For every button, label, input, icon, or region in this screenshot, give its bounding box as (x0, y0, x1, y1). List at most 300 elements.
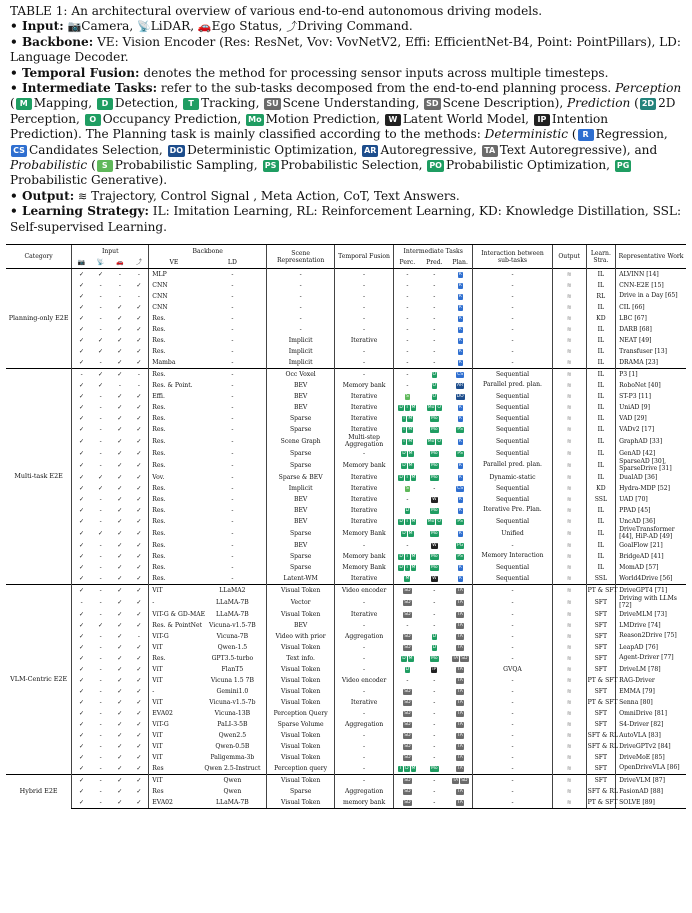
temporal-cell: Memory Bank (335, 562, 394, 573)
inter-text: refer to the sub-tasks decomposed from the end-to-end planning process. (157, 81, 612, 96)
trajectory-icon: ≋ (552, 424, 586, 435)
scene-cell: Vector (267, 596, 335, 609)
learn-cell: IL (586, 562, 615, 573)
interaction-cell: - (473, 631, 552, 642)
backbone-text: VE: Vision Encoder (Res: ResNet, Vov: VovNetV2, Effi: EfficientNet-B4, Point: PointPillars), LD: Language Decoder. (10, 34, 681, 65)
task-cell (421, 448, 448, 459)
task-tag: TA (457, 611, 463, 617)
task-cell (448, 797, 473, 809)
temporal-cell: - (335, 653, 394, 664)
temporal-cell: Iterative (335, 573, 394, 585)
caption-backbone (10, 35, 682, 66)
task-cell (394, 609, 421, 620)
temporal-cell: - (335, 269, 394, 281)
task-cell (421, 516, 448, 527)
cmd-cell: ✓ (136, 282, 142, 289)
cmd-cell: ✓ (136, 644, 142, 651)
task-tag: PS (457, 553, 463, 559)
ego-cell: ✓ (117, 404, 123, 411)
task-tag: PG (457, 542, 464, 548)
task-tag: M (411, 404, 416, 410)
task-cell (394, 483, 421, 494)
task-tag: SD (461, 777, 468, 783)
camera-cell: ✓ (72, 302, 91, 313)
ve-cell: EVA02 (149, 797, 199, 809)
col-ve: VE (149, 257, 199, 269)
ego-cell: ✓ (117, 732, 123, 739)
lidar-cell: - (99, 359, 102, 366)
task-tag: CS (457, 371, 464, 377)
pred-cell: - (433, 721, 436, 728)
interaction-cell: - (473, 730, 552, 741)
col-category: Category (6, 245, 72, 269)
scene-cell: Visual Token (267, 642, 335, 653)
camera-cell: ✓ (72, 664, 91, 675)
learn-cell: IL (586, 424, 615, 435)
interaction-cell: Sequential (473, 413, 552, 424)
table-row (6, 686, 686, 697)
camera-icon: 📷 (72, 257, 91, 269)
learn-cell: KD (586, 483, 615, 494)
task-tag: TA (457, 799, 463, 805)
task-tag: R (458, 337, 462, 343)
temporal-cell: - (335, 313, 394, 324)
group-category: Multi-task E2E (6, 369, 72, 585)
camera-cell: ✓ (72, 686, 91, 697)
pred-cell: - (433, 754, 436, 761)
lidar-cell: - (99, 282, 102, 289)
task-cell (394, 527, 421, 540)
work-cell: DriveMoE [85] (616, 752, 686, 763)
work-cell: Hydra-MDP [52] (616, 483, 686, 494)
ve-cell: ViT (149, 730, 199, 741)
table-row (6, 596, 686, 609)
ego-cell: - (118, 382, 121, 389)
ego-cell: ✓ (117, 359, 123, 366)
task-cell (394, 413, 421, 424)
perc-cell: - (394, 313, 421, 324)
task-cell (448, 391, 473, 402)
camera-cell: ✓ (72, 609, 91, 620)
detopt-label: Deterministic Optimization, (187, 142, 358, 157)
trajectory-icon: ≋ (552, 346, 586, 357)
task-tag: T (405, 404, 409, 410)
tag-motion: Mo (248, 114, 262, 124)
temporal-cell: Iterative (335, 483, 394, 494)
task-tag: TA (457, 743, 463, 749)
task-tag: D (399, 518, 403, 524)
work-cell: DriveVLM [87] (616, 775, 686, 787)
ve-cell: ViT (149, 664, 199, 675)
scene-cell: Visual Token (267, 752, 335, 763)
trajectory-icon: ≋ (552, 472, 586, 483)
task-tag: R (458, 315, 462, 321)
pred-cell: - (433, 282, 436, 289)
wm-label: Latent World Model, (402, 111, 530, 126)
tag-world-model: W (385, 114, 401, 126)
ld-cell: - (231, 348, 234, 355)
task-cell (394, 402, 421, 413)
task-tag: TA (457, 710, 463, 716)
ve-cell: Vov. (149, 472, 199, 483)
ve-cell: Res. (149, 313, 199, 324)
learn-cell: SFT & RL (587, 732, 619, 739)
cmd-cell: - (137, 382, 140, 389)
task-tag: R (458, 496, 462, 502)
temporal-cell: Iterative (335, 424, 394, 435)
learn-cell: IL (586, 346, 615, 357)
camera-cell: ✓ (72, 324, 91, 335)
temporal-cell: - (335, 369, 394, 381)
work-cell: SparseAD [30], SparseDrive [31] (616, 459, 686, 472)
ld-cell: - (231, 326, 234, 333)
ego-cell: ✓ (117, 710, 123, 717)
task-tag: R (458, 415, 462, 421)
interaction-cell: Sequential (473, 516, 552, 527)
learn-cell: SFT (586, 686, 615, 697)
camera-cell: ✓ (72, 653, 91, 664)
work-cell: Transfuser [13] (616, 346, 686, 357)
col-rep: Representative Work (616, 245, 686, 269)
cmd-cell: ✓ (129, 775, 148, 787)
camera-cell: ✓ (72, 483, 91, 494)
temporal-cell: Iterative (335, 697, 394, 708)
perc-cell: - (394, 380, 421, 391)
ego-cell: ✓ (117, 677, 123, 684)
scene-cell: Text info. (267, 653, 335, 664)
task-tag: SD (404, 644, 411, 650)
temporal-text: denotes the method for processing sensor inputs across multiple timesteps. (139, 65, 609, 80)
ld-cell: - (231, 496, 234, 503)
task-cell (448, 424, 473, 435)
ld-cell: Qwen2.5 (218, 732, 247, 739)
task-cell (448, 516, 473, 527)
task-tag: SD (404, 732, 411, 738)
task-tag: Mo (427, 438, 435, 444)
work-cell: CIL [66] (616, 302, 686, 313)
ve-cell: ViT (149, 752, 199, 763)
tag-det-opt: DO (169, 145, 184, 155)
ego-cell: ✓ (117, 348, 123, 355)
ego-cell: ✓ (110, 585, 129, 597)
trajectory-icon: ≋ (552, 763, 586, 775)
camera-cell: - (72, 369, 91, 381)
ego-cell: ✓ (117, 564, 123, 571)
lidar-cell: - (99, 496, 102, 503)
table-row (6, 551, 686, 562)
learn-cell: SFT & RL (587, 743, 619, 750)
scene-cell: - (267, 291, 335, 302)
psamp-label: Probabilistic Sampling, (114, 158, 258, 173)
task-tag: M (411, 518, 416, 524)
input-cmd-label: Driving Command. (297, 19, 413, 34)
ve-cell: Res. & PointNet (149, 620, 199, 631)
trajectory-icon: ≋ (552, 620, 586, 631)
temporal-cell: Iterative (335, 335, 394, 346)
cmd-cell: ✓ (136, 496, 142, 503)
ld-cell: - (231, 530, 234, 537)
task-cell (421, 402, 448, 413)
work-cell: LMDrive [74] (616, 620, 686, 631)
camera-cell: ✓ (72, 642, 91, 653)
ld-cell: - (199, 369, 267, 381)
camera-cell: ✓ (72, 775, 91, 787)
lidar-cell: - (99, 462, 102, 469)
task-tag: S (405, 393, 409, 399)
task-tag: R (458, 564, 462, 570)
task-tag: R (458, 304, 462, 310)
ego-cell: ✓ (110, 797, 129, 809)
ve-cell: Res. (149, 346, 199, 357)
task-tag: TA (457, 666, 463, 672)
ego-cell: ✓ (117, 518, 123, 525)
task-cell (421, 763, 448, 775)
interaction-cell: Sequential (473, 494, 552, 505)
ego-cell: ✓ (117, 575, 123, 582)
temporal-cell: - (335, 763, 394, 775)
task-cell (448, 291, 473, 302)
interaction-cell: - (473, 313, 552, 324)
ve-cell: Res. (149, 573, 199, 585)
work-cell: DriveMLM [73] (616, 609, 686, 620)
task-tag: M (408, 462, 413, 468)
learn-cell: IL (586, 324, 615, 335)
learn-cell: IL (586, 302, 615, 313)
table-row (6, 483, 686, 494)
task-cell (394, 775, 421, 787)
task-tag: D (399, 553, 403, 559)
interaction-cell: - (473, 585, 552, 597)
learn-cell: SFT (586, 775, 615, 787)
camera-cell: ✓ (72, 620, 91, 631)
lidar-cell: - (99, 754, 102, 761)
work-cell: DriveGPTv2 [84] (616, 741, 686, 752)
task-tag: R (458, 293, 462, 299)
scene-cell: Visual Token (267, 730, 335, 741)
ld-cell: Gemini1.0 (216, 688, 249, 695)
task-tag: T (405, 474, 409, 480)
task-tag: IP (432, 666, 437, 672)
task-cell (394, 741, 421, 752)
popt-label: Probabilistic Optimization, (445, 158, 610, 173)
work-cell: Driving with LLMs [72] (616, 596, 686, 609)
task-tag: D (399, 564, 403, 570)
task-tag: R (458, 348, 462, 354)
trajectory-icon: ≋ (552, 448, 586, 459)
temporal-cell: - (335, 291, 394, 302)
task-tag: TA (457, 699, 463, 705)
interaction-cell: - (473, 775, 552, 787)
work-cell: SOLVE [89] (616, 797, 686, 809)
scene-cell: Sparse (267, 459, 335, 472)
camera-cell: ✓ (72, 585, 91, 597)
prediction-label: Prediction (567, 96, 631, 111)
task-tag: Mo (427, 518, 435, 524)
camera-cell: ✓ (72, 551, 91, 562)
table-row (6, 380, 686, 391)
lidar-cell: - (99, 415, 102, 422)
learn-cell: SFT (586, 609, 615, 620)
scene-cell: BEV (267, 505, 335, 516)
work-cell: GraphAD [33] (616, 435, 686, 448)
temporal-cell: - (335, 730, 394, 741)
pred-cell: - (433, 315, 436, 322)
work-cell: UniAD [9] (616, 402, 686, 413)
table-row (6, 763, 686, 775)
temporal-cell: - (335, 686, 394, 697)
task-cell (448, 763, 473, 775)
temporal-cell: Iterative (335, 505, 394, 516)
task-tag: T (402, 438, 406, 444)
ve-cell: Res. (149, 435, 199, 448)
output-text: Trajectory, Control Signal , Meta Action, CoT, Text Answers. (91, 188, 460, 203)
task-tag: R (458, 359, 462, 365)
cmd-cell: ✓ (136, 426, 142, 433)
task-tag: M (411, 564, 416, 570)
interaction-cell: - (473, 620, 552, 631)
learn-cell: SFT (586, 631, 615, 642)
interaction-cell: - (473, 686, 552, 697)
learn-cell: IL (586, 505, 615, 516)
ve-cell: Res. (149, 551, 199, 562)
pred-cell: - (433, 293, 436, 300)
scene-cell: Sparse (267, 786, 335, 797)
work-cell: Agent-Driver [77] (616, 653, 686, 664)
cmd-cell: ✓ (136, 542, 142, 549)
lidar-cell: - (99, 655, 102, 662)
task-cell (421, 551, 448, 562)
learn-cell: SFT (586, 752, 615, 763)
task-cell (448, 435, 473, 448)
ld-cell: - (231, 315, 234, 322)
work-cell: ALVINN [14] (616, 269, 686, 281)
interaction-cell: - (473, 653, 552, 664)
ld-cell: - (231, 404, 234, 411)
task-cell (421, 540, 448, 551)
ego-cell: ✓ (117, 315, 123, 322)
ego-cell: ✓ (117, 485, 123, 492)
scene-cell: Visual Token (267, 664, 335, 675)
cmd-cell: - (129, 269, 148, 281)
ego-cell: ✓ (117, 666, 123, 673)
lidar-cell: ✓ (91, 269, 110, 281)
learn-cell: IL (586, 516, 615, 527)
col-output: Output (552, 245, 586, 269)
table-row (6, 269, 686, 281)
task-cell (421, 642, 448, 653)
scene-cell: Perception query (267, 763, 335, 775)
task-tag: M (405, 575, 410, 581)
ve-cell: Res. (149, 516, 199, 527)
camera-cell: ✓ (72, 335, 91, 346)
camera-cell: ✓ (72, 786, 91, 797)
task-cell (448, 302, 473, 313)
task-tag: TA (452, 655, 459, 661)
task-cell (394, 585, 421, 597)
task-tag: M (408, 415, 413, 421)
tag-tracking: T (183, 98, 199, 110)
temporal-cell: Iterative (335, 413, 394, 424)
temporal-cell: Iterative (335, 391, 394, 402)
ve-cell: Res. (149, 459, 199, 472)
ego-cell: ✓ (117, 611, 123, 618)
task-cell (448, 775, 473, 787)
ld-cell: LLaMA-7B (216, 599, 249, 606)
camera-icon: 📷 (67, 20, 82, 34)
task-cell (394, 391, 421, 402)
lidar-cell: - (99, 599, 102, 606)
task-tag: R (458, 404, 462, 410)
task-tag: SD (404, 710, 411, 716)
temporal-cell: - (335, 752, 394, 763)
lidar-cell: ✓ (98, 382, 104, 389)
learn-cell: SFT (586, 719, 615, 730)
lidar-cell: - (99, 688, 102, 695)
task-tag: R (458, 326, 462, 332)
task-cell (394, 631, 421, 642)
ld-cell: - (231, 507, 234, 514)
scene-cell: Implicit (267, 346, 335, 357)
task-tag: T (402, 426, 406, 432)
learning-label: • Learning Strategy: (10, 204, 149, 219)
table-row (6, 786, 686, 797)
interaction-cell: - (473, 609, 552, 620)
trajectory-icon: ≋ (552, 280, 586, 291)
table-row (6, 797, 686, 809)
table-row (6, 505, 686, 516)
task-cell (394, 459, 421, 472)
input-label: • Input: (10, 19, 64, 34)
cmd-cell: ✓ (136, 337, 142, 344)
ld-cell: Qwen (199, 775, 267, 787)
interaction-cell: - (473, 269, 552, 281)
ego-cell: - (118, 293, 121, 300)
task-tag: Mo (431, 474, 438, 480)
learn-cell: IL (586, 369, 615, 381)
scene-cell: BEV (267, 516, 335, 527)
trajectory-icon: ≋ (552, 505, 586, 516)
trajectory-icon: ≋ (552, 413, 586, 424)
pred-cell: - (421, 269, 448, 281)
scene-cell: Visual Token (267, 697, 335, 708)
scene-cell: Sparse (267, 551, 335, 562)
work-cell: GenAD [42] (616, 448, 686, 459)
task-tag: O (437, 438, 441, 444)
task-cell (448, 786, 473, 797)
task-tag: TA (457, 633, 463, 639)
ld-cell: - (231, 564, 234, 571)
task-tag: M (408, 530, 413, 536)
planning-sentence: The Planning task is mainly classified according to the methods: (85, 127, 481, 142)
scene-cell: BEV (267, 620, 335, 631)
lidar-cell: - (99, 507, 102, 514)
temporal-cell: Iterative (335, 402, 394, 413)
table-row (6, 631, 686, 642)
perc-cell: - (394, 335, 421, 346)
ld-cell: Vicuna 1.5 7B (210, 677, 254, 684)
learn-cell: SFT (586, 620, 615, 631)
trajectory-icon: ≋ (552, 675, 586, 686)
task-tag: SD (404, 699, 411, 705)
ego-cell: ✓ (117, 507, 123, 514)
tag-2d-perception: 2D (641, 99, 655, 109)
task-tag: D (399, 474, 403, 480)
learning-text: IL: Imitation Learning, RL: Reinforcement Learning, KD: Knowledge Distillation, SSL: Self-supervised Learning. (10, 204, 682, 234)
learn-cell: SFT (586, 664, 615, 675)
work-cell: MomAD [57] (616, 562, 686, 573)
trajectory-icon: ≋ (552, 335, 586, 346)
task-cell (394, 505, 421, 516)
